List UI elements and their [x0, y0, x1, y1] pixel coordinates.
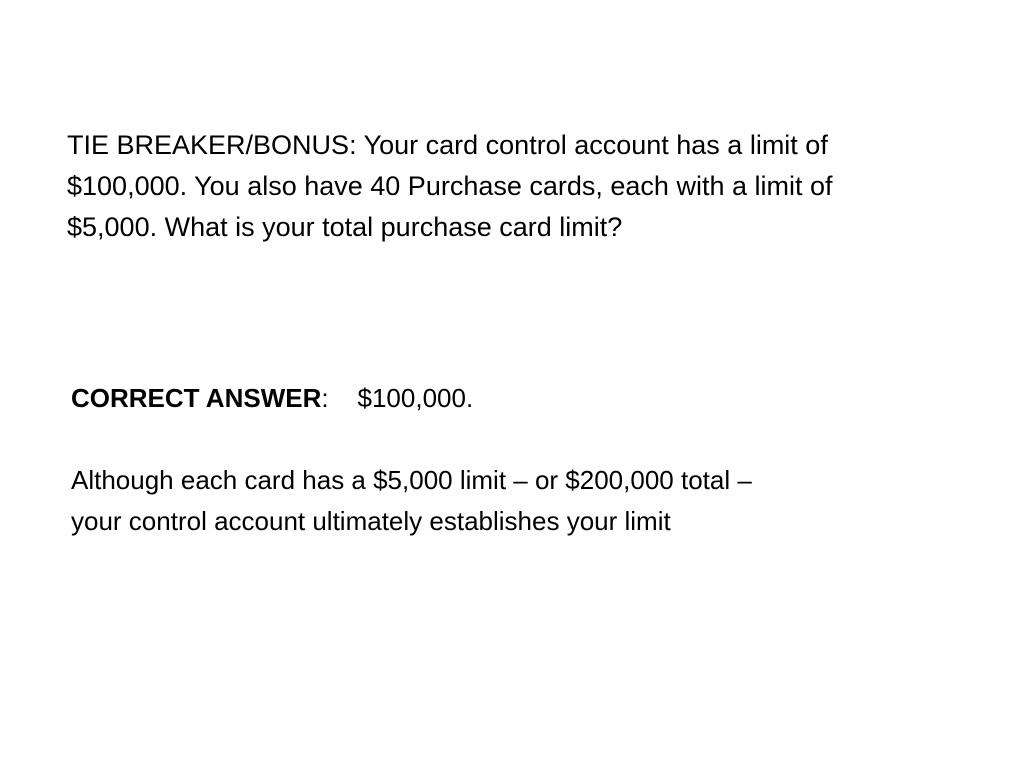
answer-block: [71, 378, 951, 542]
explanation-line: Although each card has a $5,000 limit – or $200,000 total –: [71, 465, 752, 495]
correct-answer-value: $100,000.: [357, 383, 474, 413]
question-text: [67, 125, 967, 248]
correct-answer-line: [71, 378, 951, 419]
answer-gap: [329, 383, 358, 413]
correct-answer-label: CORRECT ANSWER: [71, 383, 322, 413]
question-line: TIE BREAKER/BONUS: Your card control account has a limit of: [67, 130, 828, 160]
explanation-line: your control account ultimately establishes your limit: [71, 506, 671, 536]
question-line: $5,000. What is your total purchase card limit?: [67, 212, 623, 242]
answer-separator: :: [321, 383, 329, 413]
spacer: [71, 419, 951, 460]
question-line: $100,000. You also have 40 Purchase cards, each with a limit of: [67, 171, 833, 201]
